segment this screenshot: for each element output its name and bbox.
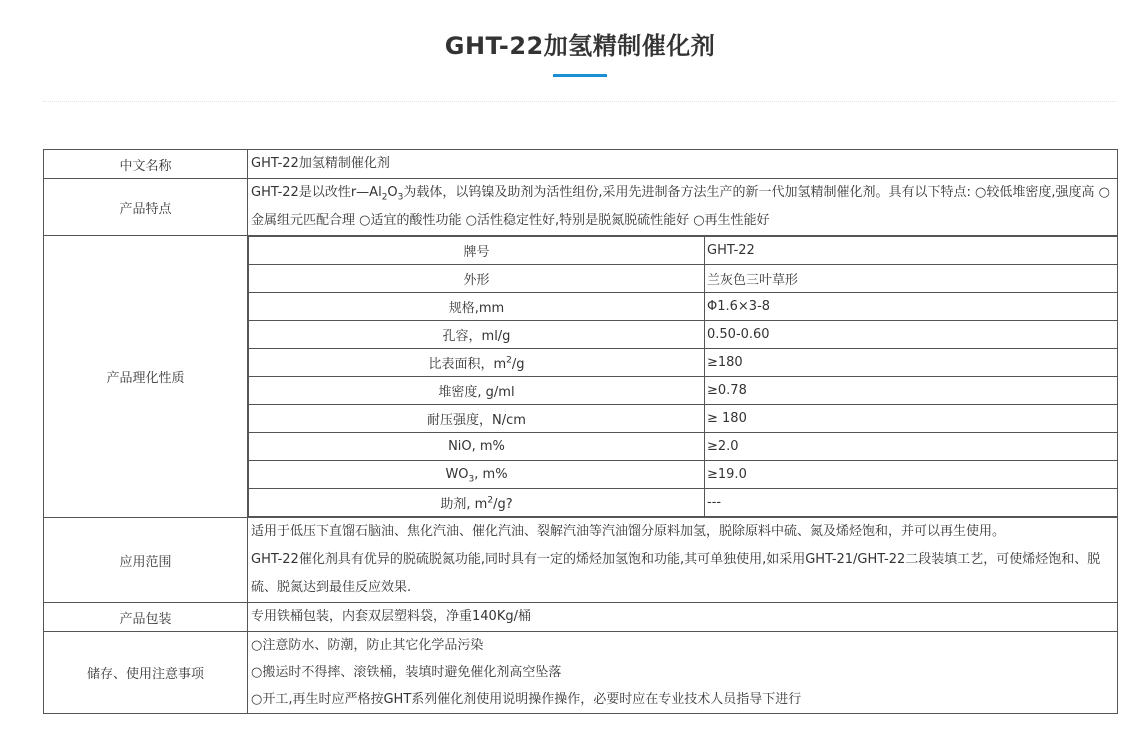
- prop-name: 助剂, $m^2/g$?: [249, 489, 705, 517]
- prop-name: NiO, m%: [249, 433, 705, 461]
- prop-name: 牌号: [249, 237, 705, 265]
- storage-line: ○开工,再生时应严格按GHT系列催化剂使用说明操作操作，必要时应在专业技术人员指导下进行: [251, 692, 802, 707]
- table-row-properties: [44, 236, 1118, 518]
- prop-value: ≥0.78: [705, 377, 1118, 405]
- prop-name: 耐压强度，N/cm: [249, 405, 705, 433]
- title-underline: [553, 74, 607, 77]
- prop-row: [249, 349, 1118, 377]
- page-title: GHT-22加氢精制催化剂: [444, 32, 716, 60]
- application-line-2: GHT-22催化剂具有优异的脱硫脱氮功能,同时具有一定的烯烃加氢饱和功能,其可单独使用,如采用GHT-21/GHT-22二段装填工艺，可使烯烃饱和、脱硫、脱氮达到最佳反应效果.: [251, 552, 1101, 595]
- properties-cell: [248, 236, 1118, 518]
- prop-name: $WO_3$, m%: [249, 461, 705, 489]
- row-value: 专用铁桶包装，内套双层塑料袋，净重140Kg/桶: [248, 603, 1118, 632]
- section-divider: [43, 101, 1117, 102]
- prop-row: [249, 405, 1118, 433]
- prop-name: 外形: [249, 265, 705, 293]
- storage-line: ○注意防水、防潮，防止其它化学品污染: [251, 638, 484, 653]
- storage-line: ○搬运时不得摔、滚铁桶，装填时避免催化剂高空坠落: [251, 665, 562, 680]
- prop-row: [249, 237, 1118, 265]
- row-label: 产品特点: [44, 179, 248, 236]
- row-label: 产品包装: [44, 603, 248, 632]
- prop-value: ---: [705, 489, 1118, 517]
- row-value: GHT-22加氢精制催化剂: [248, 150, 1118, 179]
- prop-value: ≥ 180: [705, 405, 1118, 433]
- table-row-name: [44, 150, 1118, 179]
- prop-row: [249, 433, 1118, 461]
- properties-table: [248, 236, 1118, 517]
- row-value: [248, 518, 1118, 603]
- row-label: 中文名称: [44, 150, 248, 179]
- row-value: [248, 179, 1118, 236]
- row-label: 应用范围: [44, 518, 248, 603]
- prop-row: [249, 293, 1118, 321]
- prop-value: GHT-22: [705, 237, 1118, 265]
- prop-value: Φ1.6×3-8: [705, 293, 1118, 321]
- prop-row: [249, 461, 1118, 489]
- features-text: GHT-22是以改性$r—Al_2O_3$为载体，以钨镍及助剂为活性组份,采用先进制备方法生产的新一代加氢精制催化剂。具有以下特点: ○较低堆密度,强度高 ○金属组元匹配合理 ○适宜的酸性功能 ○活性稳定性好,特别是脱氮脱硫性能好 ○再生性能好: [251, 185, 1110, 228]
- row-label: 储存、使用注意事项: [44, 632, 248, 714]
- prop-row: [249, 321, 1118, 349]
- row-value: [248, 632, 1118, 714]
- row-label: 产品理化性质: [44, 236, 248, 518]
- prop-name: 规格,mm: [249, 293, 705, 321]
- prop-name: 比表面积，$m^2/g$: [249, 349, 705, 377]
- prop-name: 堆密度, g/ml: [249, 377, 705, 405]
- table-row-application: [44, 518, 1118, 603]
- prop-value: ≥180: [705, 349, 1118, 377]
- application-line-1: 适用于低压下直馏石脑油、焦化汽油、催化汽油、裂解汽油等汽油馏分原料加氢，脱除原料中硫、氮及烯烃饱和，并可以再生使用。: [251, 524, 1006, 539]
- table-row-features: [44, 179, 1118, 236]
- table-row-packaging: [44, 603, 1118, 632]
- prop-name: 孔容，ml/g: [249, 321, 705, 349]
- prop-row: [249, 489, 1118, 517]
- prop-value: ≥19.0: [705, 461, 1118, 489]
- prop-value: ≥2.0: [705, 433, 1118, 461]
- table-row-storage: [44, 632, 1118, 714]
- prop-row: [249, 265, 1118, 293]
- prop-value: 兰灰色三叶草形: [705, 265, 1118, 293]
- spec-table: [43, 149, 1118, 714]
- prop-value: 0.50-0.60: [705, 321, 1118, 349]
- prop-row: [249, 377, 1118, 405]
